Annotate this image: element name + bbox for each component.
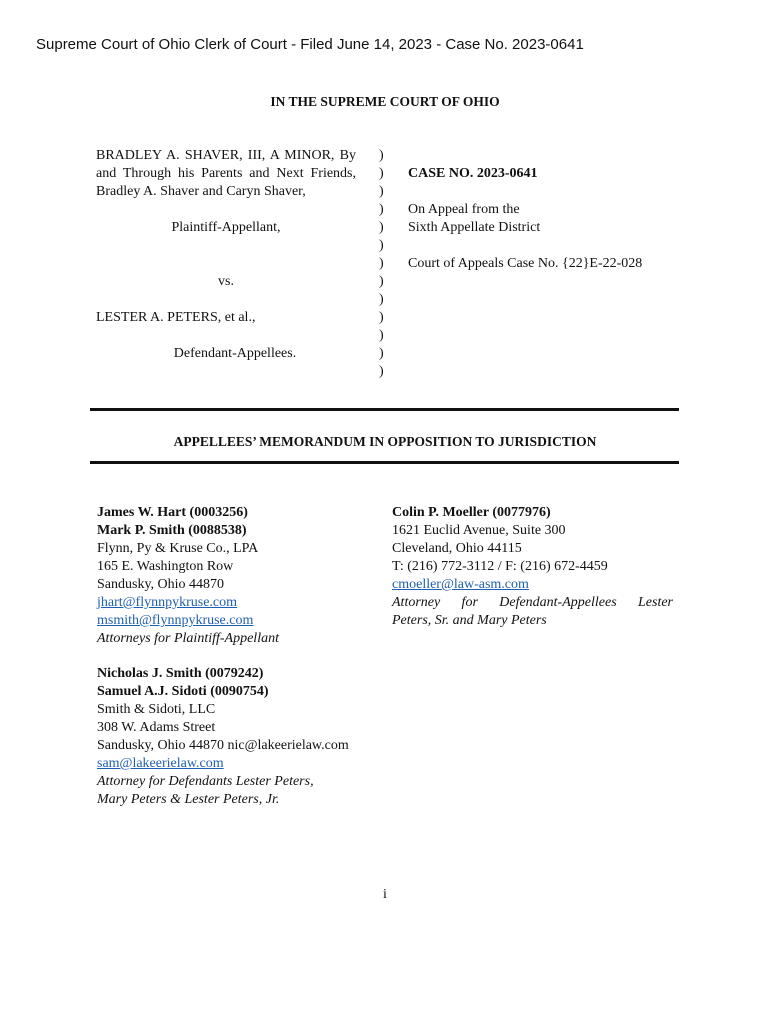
appeal-origin-line2: Sixth Appellate District	[408, 220, 541, 235]
city-address-email: Sandusky, Ohio 44870 nic@lakeerielaw.com	[97, 738, 349, 753]
phone-fax: T: (216) 772-3112 / F: (216) 672-4459	[392, 559, 608, 574]
city-address: Cleveland, Ohio 44115	[392, 541, 522, 556]
street-address: 165 E. Washington Row	[97, 559, 234, 574]
appeals-case-number: Court of Appeals Case No. {22}E-22-028	[408, 256, 643, 271]
plaintiff-role: Plaintiff-Appellant,	[171, 220, 281, 235]
paren: )	[379, 310, 384, 325]
attorney-role-cont: Peters, Sr. and Mary Peters	[392, 613, 547, 628]
caption-parentheses	[379, 147, 384, 381]
paren: )	[379, 274, 384, 289]
paren: )	[379, 202, 384, 217]
firm-name: Smith & Sidoti, LLC	[97, 702, 216, 717]
attorney-name: Samuel A.J. Sidoti (0090754)	[97, 684, 269, 699]
firm-name: Flynn, Py & Kruse Co., LPA	[97, 541, 259, 556]
plaintiff-counsel-block	[97, 504, 279, 648]
defendant-counsel-block	[97, 665, 349, 809]
versus-label: vs.	[218, 274, 234, 289]
paren: )	[379, 166, 384, 181]
defendant-name: LESTER A. PETERS, et al.,	[96, 310, 256, 325]
attorney-name: James W. Hart (0003256)	[97, 505, 248, 520]
email-link[interactable]: cmoeller@law-asm.com	[392, 577, 529, 592]
email-link[interactable]: jhart@flynnpykruse.com	[97, 595, 238, 610]
attorney-role-cont: Mary Peters & Lester Peters, Jr.	[97, 792, 280, 807]
paren: )	[379, 346, 384, 361]
page-number: i	[383, 887, 387, 902]
case-info	[408, 165, 642, 273]
document-title: APPELLEES’ MEMORANDUM IN OPPOSITION TO JURISDICTION	[173, 434, 597, 449]
paren: )	[379, 238, 384, 253]
paren: )	[379, 256, 384, 271]
paren: )	[379, 148, 384, 163]
attorney-role: Attorney for Defendant-Appellees Lester	[392, 595, 673, 610]
defendant-role: Defendant-Appellees.	[173, 346, 297, 361]
attorney-name: Nicholas J. Smith (0079242)	[97, 666, 264, 681]
appeal-origin-line1: On Appeal from the	[408, 202, 520, 217]
top-divider	[90, 408, 679, 411]
paren: )	[379, 364, 384, 379]
caption-parties	[96, 147, 356, 363]
attorney-name: Mark P. Smith (0088538)	[97, 523, 247, 538]
paren: )	[379, 292, 384, 307]
attorney-role: Attorneys for Plaintiff-Appellant	[97, 631, 279, 646]
paren: )	[379, 328, 384, 343]
bottom-divider	[90, 461, 679, 464]
city-address: Sandusky, Ohio 44870	[97, 577, 225, 592]
street-address: 1621 Euclid Avenue, Suite 300	[392, 523, 566, 538]
filing-stamp: Supreme Court of Ohio Clerk of Court - Filed June 14, 2023 - Case No. 2023-0641	[36, 36, 584, 53]
attorney-role: Attorney for Defendants Lester Peters,	[97, 774, 314, 789]
attorney-name: Colin P. Moeller (0077976)	[392, 505, 551, 520]
case-number: CASE NO. 2023-0641	[408, 166, 538, 181]
email-link[interactable]: msmith@flynnpykruse.com	[97, 613, 254, 628]
court-title: IN THE SUPREME COURT OF OHIO	[270, 94, 500, 109]
paren: )	[379, 184, 384, 199]
paren: )	[379, 220, 384, 235]
street-address: 308 W. Adams Street	[97, 720, 216, 735]
plaintiff-name: BRADLEY A. SHAVER, III, A MINOR, By and Through his Parents and Next Friends, Bradley A. Shaver and Caryn Shaver,	[96, 148, 356, 199]
email-link[interactable]: sam@lakeerielaw.com	[97, 756, 224, 771]
appellee-counsel-block	[392, 504, 673, 630]
